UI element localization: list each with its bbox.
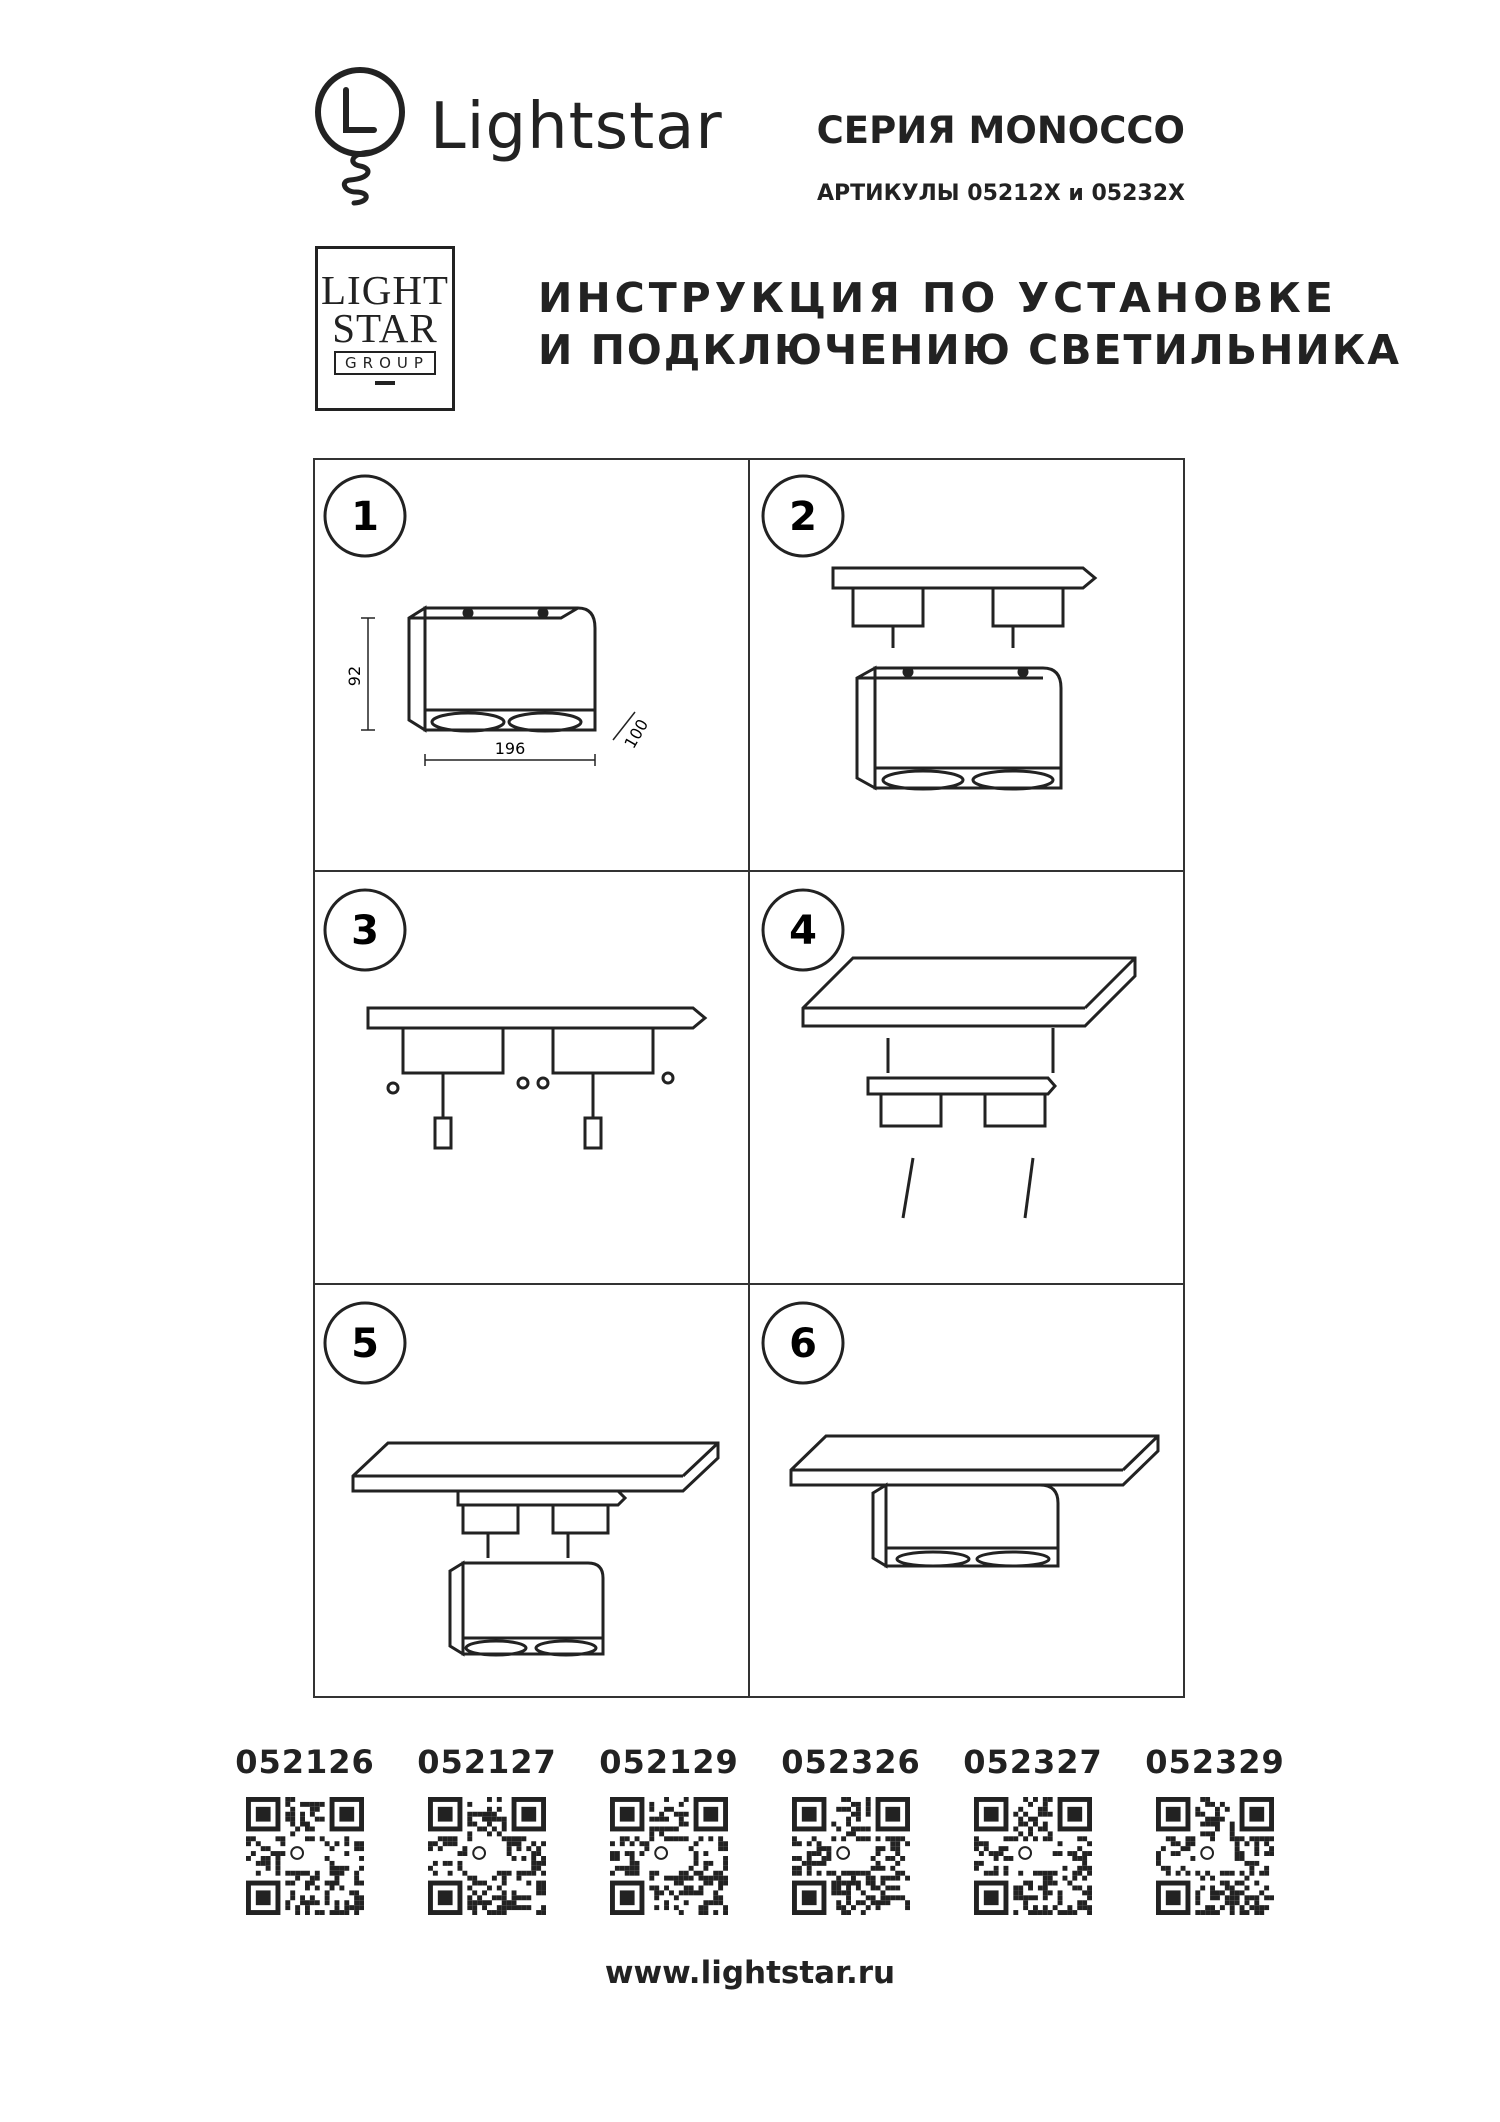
qr-code-icon[interactable] xyxy=(428,1797,546,1915)
qr-item xyxy=(958,1743,1108,1915)
page-title xyxy=(538,272,1401,376)
group-logo-bar xyxy=(375,381,395,385)
group-logo-line1: LIGHT xyxy=(321,267,449,313)
qr-code-icon[interactable] xyxy=(974,1797,1092,1915)
article-code: 052326 xyxy=(781,1743,921,1781)
ceiling-drawing-5 xyxy=(353,1443,718,1655)
series-title: СЕРИЯ MONOCCO xyxy=(816,109,1185,152)
article-code: 052126 xyxy=(235,1743,375,1781)
article-code: 052327 xyxy=(963,1743,1103,1781)
fixture-drawing-1 xyxy=(409,608,595,731)
step-6-number: 6 xyxy=(789,1321,817,1367)
qr-item xyxy=(230,1743,380,1915)
article-numbers: АРТИКУЛЫ 05212X и 05232X xyxy=(817,181,1185,206)
instruction-grid-svg xyxy=(313,458,1185,1698)
ceiling-drawing-4 xyxy=(803,958,1135,1218)
step-2-number: 2 xyxy=(789,494,817,540)
step-3-panel xyxy=(325,890,705,1148)
group-logo-line2: STAR xyxy=(332,305,438,351)
brand-name: Lightstar xyxy=(430,90,723,164)
qr-code-icon[interactable] xyxy=(246,1797,364,1915)
step-6-panel xyxy=(763,1303,1158,1566)
step-5-panel xyxy=(325,1303,718,1655)
mounting-plate-drawing-3 xyxy=(368,1008,705,1148)
lightstar-bulb-logo-icon xyxy=(310,60,410,210)
dim-height-label: 92 xyxy=(345,665,364,687)
dim-depth-label: 100 xyxy=(620,715,653,752)
dim-width-label: 196 xyxy=(494,739,526,758)
website-link[interactable]: www.lightstar.ru xyxy=(604,1955,896,1991)
ceiling-drawing-6 xyxy=(791,1436,1158,1566)
group-logo-line3: GROUP xyxy=(334,351,436,375)
qr-code-row xyxy=(230,1743,1290,1915)
qr-code-icon[interactable] xyxy=(610,1797,728,1915)
step-4-number: 4 xyxy=(789,908,817,954)
step-5-number: 5 xyxy=(351,1321,379,1367)
mounting-plate-drawing-2 xyxy=(833,568,1095,789)
instruction-grid xyxy=(313,458,1185,1698)
step-3-number: 3 xyxy=(351,908,379,954)
step-1-panel xyxy=(325,476,652,766)
step-2-panel xyxy=(763,476,1095,789)
lightstar-group-logo xyxy=(315,246,455,411)
qr-code-icon[interactable] xyxy=(792,1797,910,1915)
qr-code-icon[interactable] xyxy=(1156,1797,1274,1915)
step-1-number: 1 xyxy=(351,494,379,540)
qr-item xyxy=(1140,1743,1290,1915)
title-line-2: И ПОДКЛЮЧЕНИЮ СВЕТИЛЬНИКА xyxy=(538,326,1401,374)
qr-item xyxy=(776,1743,926,1915)
article-code: 052129 xyxy=(599,1743,739,1781)
article-code: 052329 xyxy=(1145,1743,1285,1781)
step-4-panel xyxy=(763,890,1135,1218)
qr-item xyxy=(412,1743,562,1915)
qr-item xyxy=(594,1743,744,1915)
title-line-1: ИНСТРУКЦИЯ ПО УСТАНОВКЕ xyxy=(538,274,1337,322)
article-code: 052127 xyxy=(417,1743,557,1781)
